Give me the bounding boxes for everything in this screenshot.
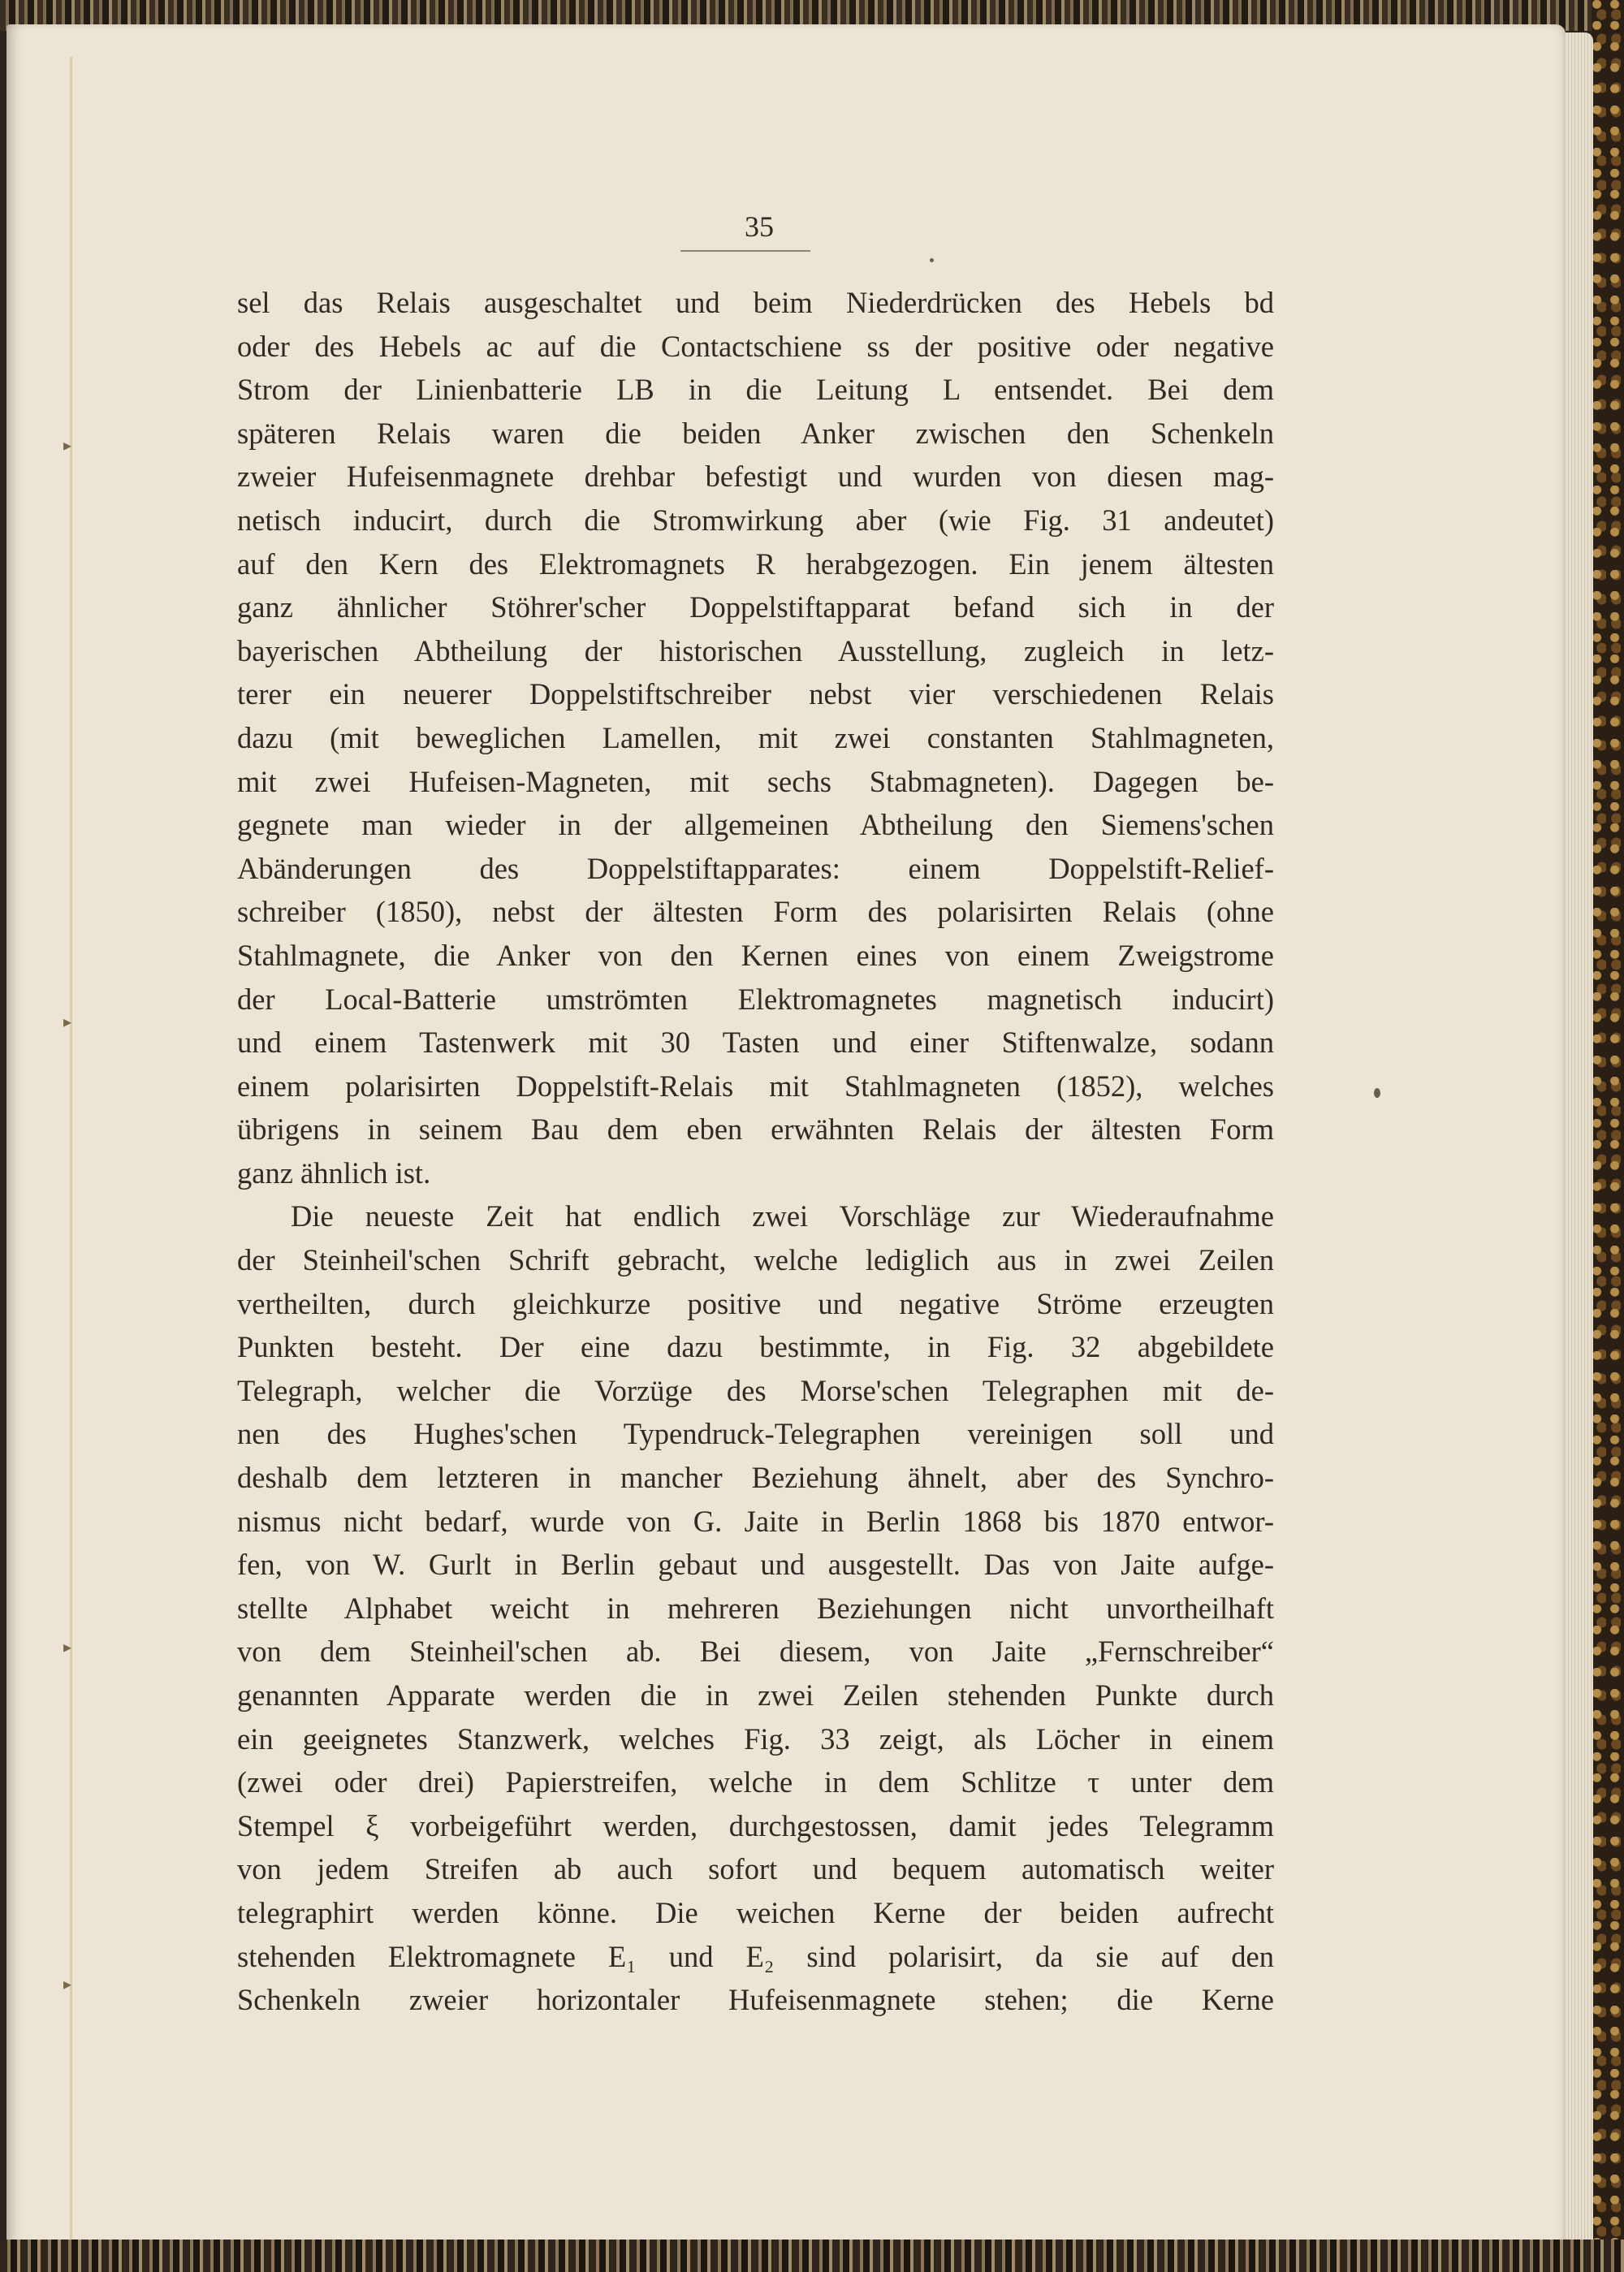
text-line: der Steinheil'schen Schrift gebracht, welche lediglich aus in zwei Zeilen xyxy=(237,1243,1274,1277)
ink-speck xyxy=(930,258,934,262)
text-line: auf den Kern des Elektromagnets R herabgezogen. Ein jenem ältesten xyxy=(237,546,1274,581)
text-line: ganz ähnlich ist. xyxy=(237,1155,431,1190)
spine-stitch-icon: ▸ xyxy=(63,435,72,455)
body-text xyxy=(237,281,1274,2022)
text-line: von dem Steinheil'schen ab. Bei diesem, von Jaite „Fernschreiber“ xyxy=(237,1635,1274,1669)
text-line: deshalb dem letzteren in mancher Beziehung ähnelt, aber des Synchro- xyxy=(237,1461,1274,1495)
text-line: (zwei oder drei) Papierstreifen, welche in dem Schlitze τ unter dem xyxy=(237,1765,1274,1799)
marbled-cover-edge xyxy=(1592,0,1624,2272)
book-bottom-edge xyxy=(0,2240,1624,2272)
text-line: von jedem Streifen ab auch sofort und bequem automatisch weiter xyxy=(237,1852,1274,1886)
text-line: späteren Relais waren die beiden Anker zwischen den Schenkeln xyxy=(237,416,1274,450)
text-line: übrigens in seinem Bau dem eben erwähnten Relais der ältesten Form xyxy=(237,1112,1274,1147)
text-line: Stempel ξ vorbeigeführt werden, durchgestossen, damit jedes Telegramm xyxy=(237,1808,1274,1842)
text-line: Abänderungen des Doppelstiftapparates: einem Doppelstift-Relief- xyxy=(237,851,1274,885)
spine-stitch-icon: ▸ xyxy=(63,1637,72,1656)
text-line: nen des Hughes'schen Typendruck-Telegraphen vereinigen soll und xyxy=(237,1417,1274,1451)
text-line: stellte Alphabet weicht in mehreren Beziehungen nicht unvortheilhaft xyxy=(237,1591,1274,1625)
text-line: Telegraph, welcher die Vorzüge des Morse'schen Telegraphen mit de- xyxy=(237,1373,1274,1407)
spine-stitch-icon: ▸ xyxy=(63,1012,72,1031)
text-line: Strom der Linienbatterie LB in die Leitung L entsendet. Bei dem xyxy=(237,373,1274,407)
text-line: genannten Apparate werden die in zwei Zeilen stehenden Punkte durch xyxy=(237,1678,1274,1712)
text-line: gegnete man wieder in der allgemeinen Abtheilung den Siemens'schen xyxy=(237,808,1274,842)
text-line: vertheilten, durch gleichkurze positive und negative Ströme erzeugten xyxy=(237,1286,1274,1320)
ink-speck xyxy=(1374,1088,1380,1098)
text-line: nismus nicht bedarf, wurde von G. Jaite in Berlin 1868 bis 1870 entwor- xyxy=(237,1504,1274,1538)
text-line: dazu (mit beweglichen Lamellen, mit zwei constanten Stahlmagneten, xyxy=(237,720,1274,754)
text-line: ein geeignetes Stanzwerk, welches Fig. 33 zeigt, als Löcher in einem xyxy=(237,1721,1274,1756)
text-line: netisch inducirt, durch die Stromwirkung aber (wie Fig. 31 andeutet) xyxy=(237,503,1274,537)
text-line: und einem Tastenwerk mit 30 Tasten und einer Stiftenwalze, sodann xyxy=(237,1026,1274,1060)
paragraph-2 xyxy=(237,1194,1274,2021)
page-number: 35 xyxy=(745,210,774,243)
text-line: ganz ähnlicher Stöhrer'scher Doppelstiftapparat befand sich in der xyxy=(237,590,1274,624)
text-line: einem polarisirten Doppelstift-Relais mit Stahlmagneten (1852), welches xyxy=(237,1069,1274,1103)
paragraph-1 xyxy=(237,281,1274,1194)
text-line: sel das Relais ausgeschaltet und beim Niederdrücken des Hebels bd xyxy=(237,286,1274,319)
header-rule xyxy=(680,250,810,252)
text-line: stehenden Elektromagnete E₁ und E₂ sind polarisirt, da sie auf den xyxy=(237,1939,1274,1973)
text-line: der Local-Batterie umströmten Elektromagnetes magnetisch inducirt) xyxy=(237,982,1274,1016)
text-line: bayerischen Abtheilung der historischen Ausstellung, zugleich in letz- xyxy=(237,633,1274,667)
text-line: mit zwei Hufeisen-Magneten, mit sechs Stabmagneten). Dagegen be- xyxy=(237,764,1274,798)
text-line: Schenkeln zweier horizontaler Hufeisenmagnete stehen; die Kerne xyxy=(237,1983,1274,2017)
text-line: Stahlmagnete, die Anker von den Kernen eines von einem Zweigstrome xyxy=(237,938,1274,972)
text-line: terer ein neuerer Doppelstiftschreiber nebst vier verschiedenen Relais xyxy=(237,677,1274,711)
spine-thread xyxy=(70,57,72,2249)
text-line: fen, von W. Gurlt in Berlin gebaut und ausgestellt. Das von Jaite aufge- xyxy=(237,1548,1274,1582)
text-line: Punkten besteht. Der eine dazu bestimmte, in Fig. 32 abgebildete xyxy=(237,1330,1274,1364)
spine-stitch-icon: ▸ xyxy=(63,1974,72,1993)
text-line: zweier Hufeisenmagnete drehbar befestigt und wurden von diesen mag- xyxy=(237,460,1274,494)
text-line: schreiber (1850), nebst der ältesten Form des polarisirten Relais (ohne xyxy=(237,895,1274,929)
text-line: telegraphirt werden könne. Die weichen Kerne der beiden aufrecht xyxy=(237,1895,1274,1929)
text-line: Die neueste Zeit hat endlich zwei Vorschläge zur Wiederaufnahme xyxy=(291,1199,1274,1233)
text-line: oder des Hebels ac auf die Contactschiene ss der positive oder negative xyxy=(237,329,1274,363)
